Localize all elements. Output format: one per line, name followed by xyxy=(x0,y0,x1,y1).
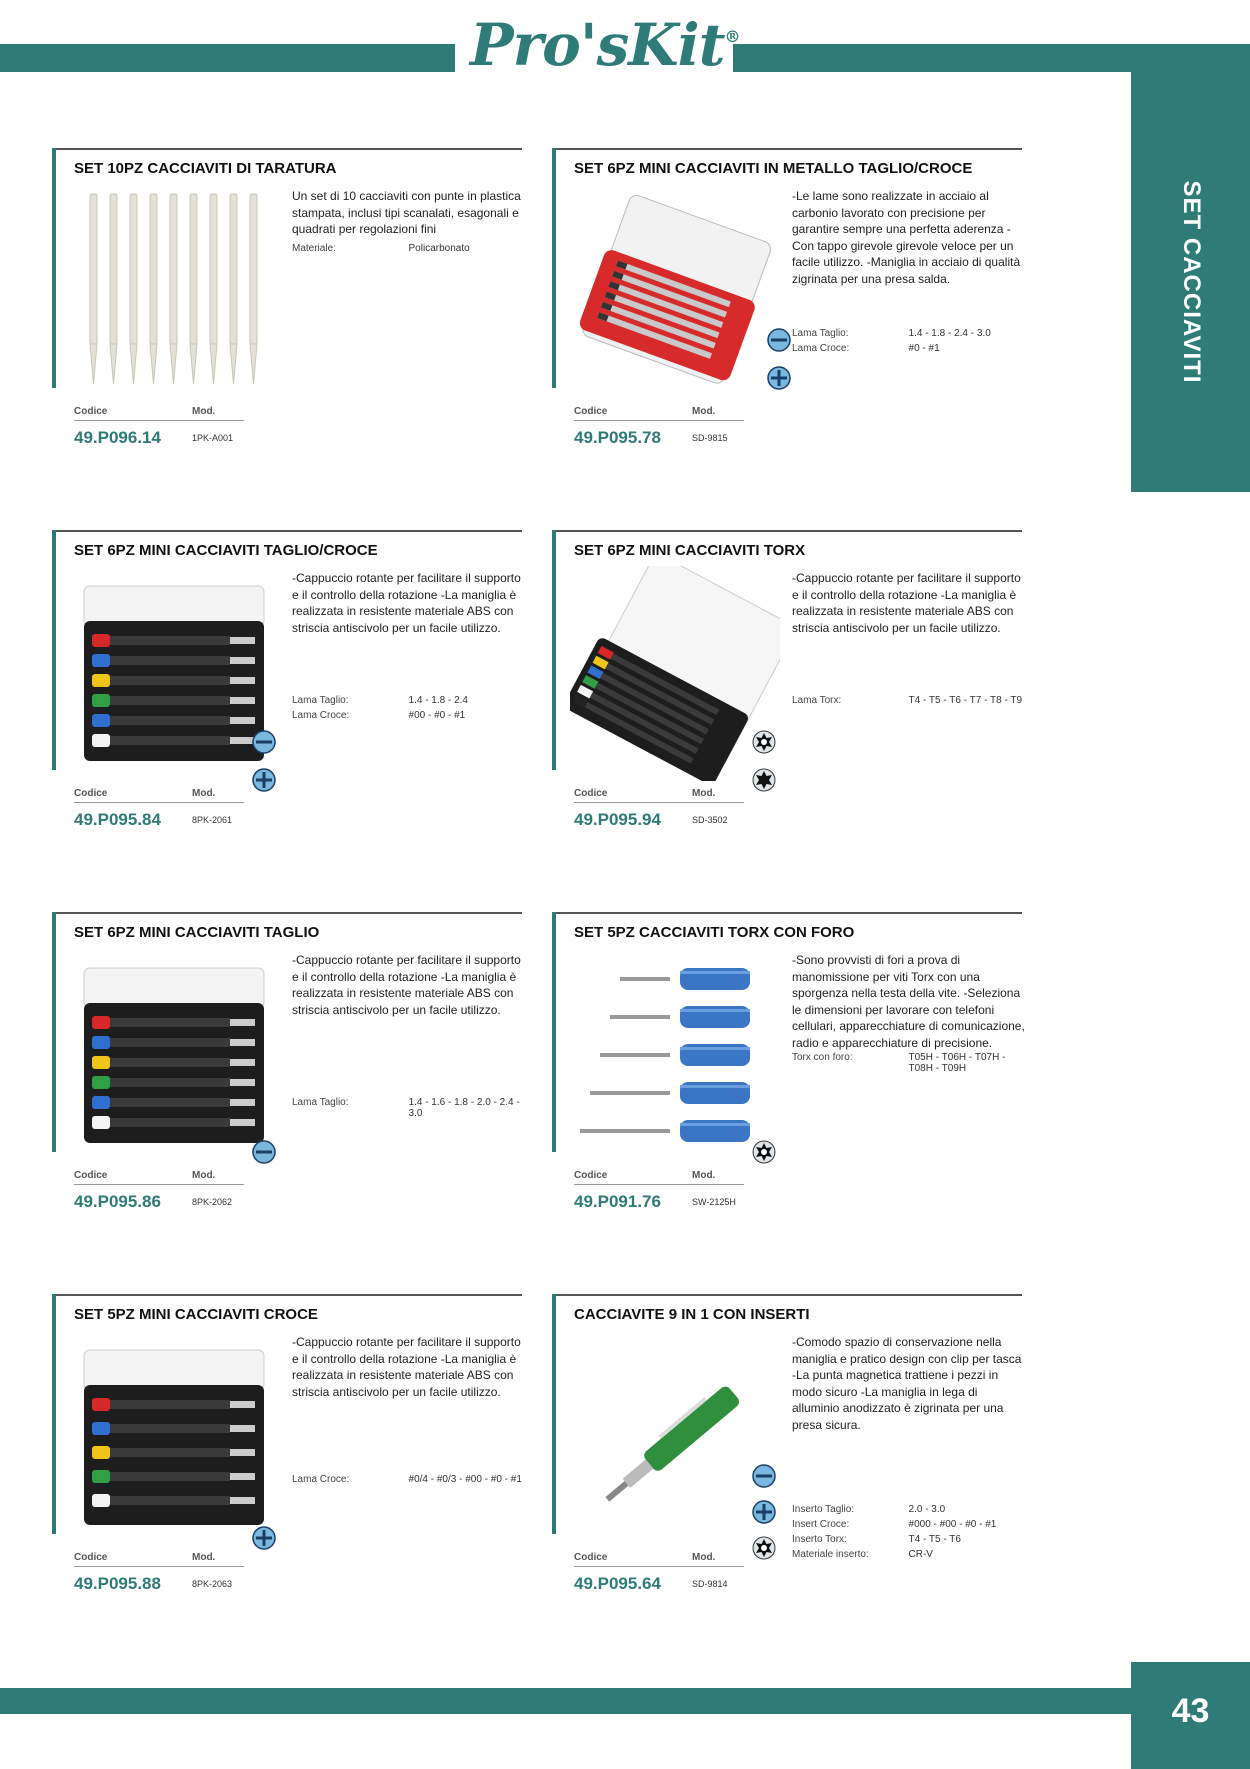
phillips-icon xyxy=(252,768,276,792)
card-top-rule xyxy=(52,912,522,914)
spec-key: Insert Croce: xyxy=(792,1519,850,1530)
code-divider xyxy=(74,1566,244,1567)
code-divider xyxy=(574,1566,744,1567)
product-title: SET 6PZ MINI CACCIAVITI TAGLIO/CROCE xyxy=(74,542,378,559)
spec-key: Lama Croce: xyxy=(792,343,850,354)
spec-key: Lama Croce: xyxy=(292,710,350,721)
code-label: Codice xyxy=(574,1170,608,1181)
product-code: 49.P095.84 xyxy=(74,810,161,829)
product-card xyxy=(552,148,1022,463)
product-image xyxy=(70,566,280,781)
product-specs xyxy=(292,1097,527,1123)
spec-key: Materiale: xyxy=(292,243,336,254)
card-accent-rule xyxy=(552,912,556,1152)
product-image xyxy=(70,1330,280,1545)
product-title: SET 6PZ MINI CACCIAVITI TORX xyxy=(574,542,806,559)
card-accent-rule xyxy=(52,148,56,388)
code-divider xyxy=(74,802,244,803)
code-divider xyxy=(74,1184,244,1185)
card-accent-rule xyxy=(552,148,556,388)
product-image xyxy=(70,948,280,1163)
product-description: -Cappuccio rotante per facilitare il supporto e il controllo della rotazione -La maniglia è realizzata in resistente materiale ABS con striscia antiscivolo per un facile utilizzo. xyxy=(292,953,521,1017)
product-specs xyxy=(292,1474,527,1489)
product-description: -Cappuccio rotante per facilitare il supporto e il controllo della rotazione -La maniglia è realizzata in resistente materiale ABS con striscia antiscivolo per un facile utilizzo. xyxy=(792,571,1021,635)
product-specs xyxy=(792,328,1027,358)
spec-row xyxy=(292,695,527,706)
product-card xyxy=(552,530,1022,845)
spec-value: Policarbonato xyxy=(408,243,470,254)
spec-value: 1.4 - 1.6 - 1.8 - 2.0 - 2.4 - 3.0 xyxy=(408,1097,520,1119)
product-card xyxy=(52,912,522,1227)
product-card xyxy=(52,1294,522,1609)
product-model: SW-2125H xyxy=(692,1197,736,1207)
product-image xyxy=(70,184,280,399)
spec-value: #0/4 - #0/3 - #00 - #0 - #1 xyxy=(408,1474,522,1485)
code-label: Codice xyxy=(74,1170,108,1181)
product-card xyxy=(52,530,522,845)
card-top-rule xyxy=(552,148,1022,150)
card-accent-rule xyxy=(552,530,556,770)
slotted-icon xyxy=(752,1464,776,1488)
spec-row xyxy=(792,1549,1027,1560)
spec-value: CR-V xyxy=(908,1549,933,1560)
code-label: Codice xyxy=(574,1552,608,1563)
card-accent-rule xyxy=(552,1294,556,1534)
spec-row xyxy=(792,1534,1027,1545)
footer-bar xyxy=(0,1688,1131,1714)
model-label: Mod. xyxy=(692,1552,716,1563)
spec-row xyxy=(792,328,1027,339)
product-code: 49.P095.88 xyxy=(74,1574,161,1593)
code-divider xyxy=(574,1184,744,1185)
code-label: Codice xyxy=(574,406,608,417)
brand-logo-text: Pro'sKit xyxy=(470,11,725,79)
spec-row xyxy=(792,1052,1027,1074)
product-title: SET 5PZ MINI CACCIAVITI CROCE xyxy=(74,1306,318,1323)
product-title: SET 5PZ CACCIAVITI TORX CON FORO xyxy=(574,924,855,941)
product-specs xyxy=(792,1052,1027,1078)
product-description: -Cappuccio rotante per facilitare il supporto e il controllo della rotazione -La maniglia è realizzata in resistente materiale ABS con striscia antiscivolo per un facile utilizzo. xyxy=(292,571,521,635)
product-image xyxy=(570,566,780,781)
spec-key: Materiale inserto: xyxy=(792,1549,869,1560)
product-specs xyxy=(292,695,527,725)
spec-value: T4 - T5 - T6 - T7 - T8 - T9 xyxy=(908,695,1023,706)
spec-value: #0 - #1 xyxy=(908,343,940,354)
card-top-rule xyxy=(52,148,522,150)
header-bar-right xyxy=(733,44,1250,72)
model-label: Mod. xyxy=(692,788,716,799)
model-label: Mod. xyxy=(692,1170,716,1181)
product-code: 49.P091.76 xyxy=(574,1192,661,1211)
product-image xyxy=(570,184,780,399)
spec-key: Lama Croce: xyxy=(292,1474,350,1485)
product-code: 49.P095.94 xyxy=(574,810,661,829)
spec-row xyxy=(292,710,527,721)
card-top-rule xyxy=(52,1294,522,1296)
product-description: Un set di 10 cacciaviti con punte in plastica stampata, inclusi tipi scanalati, esagonali e quadrati per regolazioni fini xyxy=(292,189,521,236)
card-top-rule xyxy=(552,530,1022,532)
header-bar-left xyxy=(0,44,455,72)
spec-row xyxy=(792,695,1027,706)
spec-value: #000 - #00 - #0 - #1 xyxy=(908,1519,997,1530)
page-number-box xyxy=(1131,1662,1250,1769)
spec-key: Torx con foro: xyxy=(792,1052,853,1063)
product-model: 8PK-2061 xyxy=(192,815,233,825)
product-card xyxy=(552,912,1025,1227)
section-tab-label: SET CACCIAVITI xyxy=(1177,180,1205,384)
spec-value: 2.0 - 3.0 xyxy=(908,1504,946,1515)
product-image xyxy=(570,948,780,1163)
code-label: Codice xyxy=(74,788,108,799)
spec-value: 1.4 - 1.8 - 2.4 - 3.0 xyxy=(908,328,991,339)
spec-key: Lama Torx: xyxy=(792,695,842,706)
product-model: 1PK-A001 xyxy=(192,433,234,443)
card-accent-rule xyxy=(52,912,56,1152)
spec-key: Lama Taglio: xyxy=(292,695,349,706)
spec-value: T4 - T5 - T6 xyxy=(908,1534,961,1545)
product-specs xyxy=(292,243,527,258)
page-number: 43 xyxy=(1171,1692,1210,1730)
card-top-rule xyxy=(552,1294,1022,1296)
spec-value: T05H - T06H - T07H - T08H - T09H xyxy=(908,1052,1006,1074)
slotted-icon xyxy=(252,730,276,754)
model-label: Mod. xyxy=(692,406,716,417)
phillips-icon xyxy=(767,366,791,390)
section-tab xyxy=(1131,72,1250,492)
product-description: -Le lame sono realizzate in acciaio al carbonio lavorato con precisione per garantire sempre una perfetta aderenza -Con tappo girevole girevole veloce per un facile utilizzo. -Maniglia in acciaio di qualità zigrinata per una presa salda. xyxy=(792,189,1021,286)
torx-hole-icon xyxy=(752,730,776,754)
product-title: SET 6PZ MINI CACCIAVITI IN METALLO TAGLIO/CROCE xyxy=(574,160,973,177)
product-model: 8PK-2063 xyxy=(192,1579,233,1589)
card-top-rule xyxy=(552,912,1022,914)
product-code: 49.P095.78 xyxy=(574,428,661,447)
spec-key: Inserto Torx: xyxy=(792,1534,847,1545)
model-label: Mod. xyxy=(192,406,216,417)
model-label: Mod. xyxy=(192,788,216,799)
product-code: 49.P096.14 xyxy=(74,428,161,447)
product-card xyxy=(552,1294,1022,1609)
card-accent-rule xyxy=(52,530,56,770)
model-label: Mod. xyxy=(192,1552,216,1563)
product-description: -Cappuccio rotante per facilitare il supporto e il controllo della rotazione -La maniglia è realizzata in resistente materiale ABS con striscia antiscivolo per un facile utilizzo. xyxy=(292,1335,521,1399)
slotted-icon xyxy=(767,328,791,352)
product-model: SD-9814 xyxy=(692,1579,728,1589)
product-model: 8PK-2062 xyxy=(192,1197,233,1207)
code-divider xyxy=(74,420,244,421)
spec-key: Lama Taglio: xyxy=(792,328,849,339)
torx-hole-icon xyxy=(752,1140,776,1164)
product-description: -Comodo spazio di conservazione nella maniglia e pratico design con clip per tasca -La punta magnetica trattiene i pezzi in modo sicuro -La maniglia in lega di alluminio anodizzato è zigrinata per una presa sicura. xyxy=(792,1335,1022,1432)
spec-value: #00 - #0 - #1 xyxy=(408,710,466,721)
card-accent-rule xyxy=(52,1294,56,1534)
spec-key: Inserto Taglio: xyxy=(792,1504,855,1515)
code-divider xyxy=(574,802,744,803)
model-label: Mod. xyxy=(192,1170,216,1181)
product-title: SET 10PZ CACCIAVITI DI TARATURA xyxy=(74,160,337,177)
product-title: SET 6PZ MINI CACCIAVITI TAGLIO xyxy=(74,924,320,941)
spec-value: 1.4 - 1.8 - 2.4 xyxy=(408,695,468,706)
spec-row xyxy=(792,343,1027,354)
spec-key: Lama Taglio: xyxy=(292,1097,349,1108)
spec-row xyxy=(792,1504,1027,1515)
torx-hole-icon xyxy=(752,1536,776,1560)
product-card xyxy=(52,148,522,463)
spec-row xyxy=(792,1519,1027,1530)
product-specs xyxy=(792,695,1027,710)
product-image xyxy=(570,1330,780,1545)
torx-icon xyxy=(752,768,776,792)
code-divider xyxy=(574,420,744,421)
product-code: 49.P095.86 xyxy=(74,1192,161,1211)
code-label: Codice xyxy=(574,788,608,799)
spec-row xyxy=(292,1474,527,1485)
product-model: SD-3502 xyxy=(692,815,728,825)
spec-row xyxy=(292,243,527,254)
product-title: CACCIAVITE 9 IN 1 CON INSERTI xyxy=(574,1306,810,1323)
slotted-icon xyxy=(252,1140,276,1164)
registered-mark: ® xyxy=(724,27,740,46)
product-description: -Sono provvisti di fori a prova di manomissione per viti Torx con una sporgenza nella testa della vite. -Seleziona le dimensioni per lavorare con telefoni cellulari, apparecchiature di comunicazione, radio e apparecchiature di precisione. xyxy=(792,953,1025,1050)
spec-row xyxy=(292,1097,527,1119)
product-specs xyxy=(792,1504,1027,1564)
card-top-rule xyxy=(52,530,522,532)
brand-logo xyxy=(470,10,740,80)
product-code: 49.P095.64 xyxy=(574,1574,661,1593)
phillips-icon xyxy=(252,1526,276,1550)
phillips-icon xyxy=(752,1500,776,1524)
product-model: SD-9815 xyxy=(692,433,728,443)
code-label: Codice xyxy=(74,1552,108,1563)
code-label: Codice xyxy=(74,406,108,417)
